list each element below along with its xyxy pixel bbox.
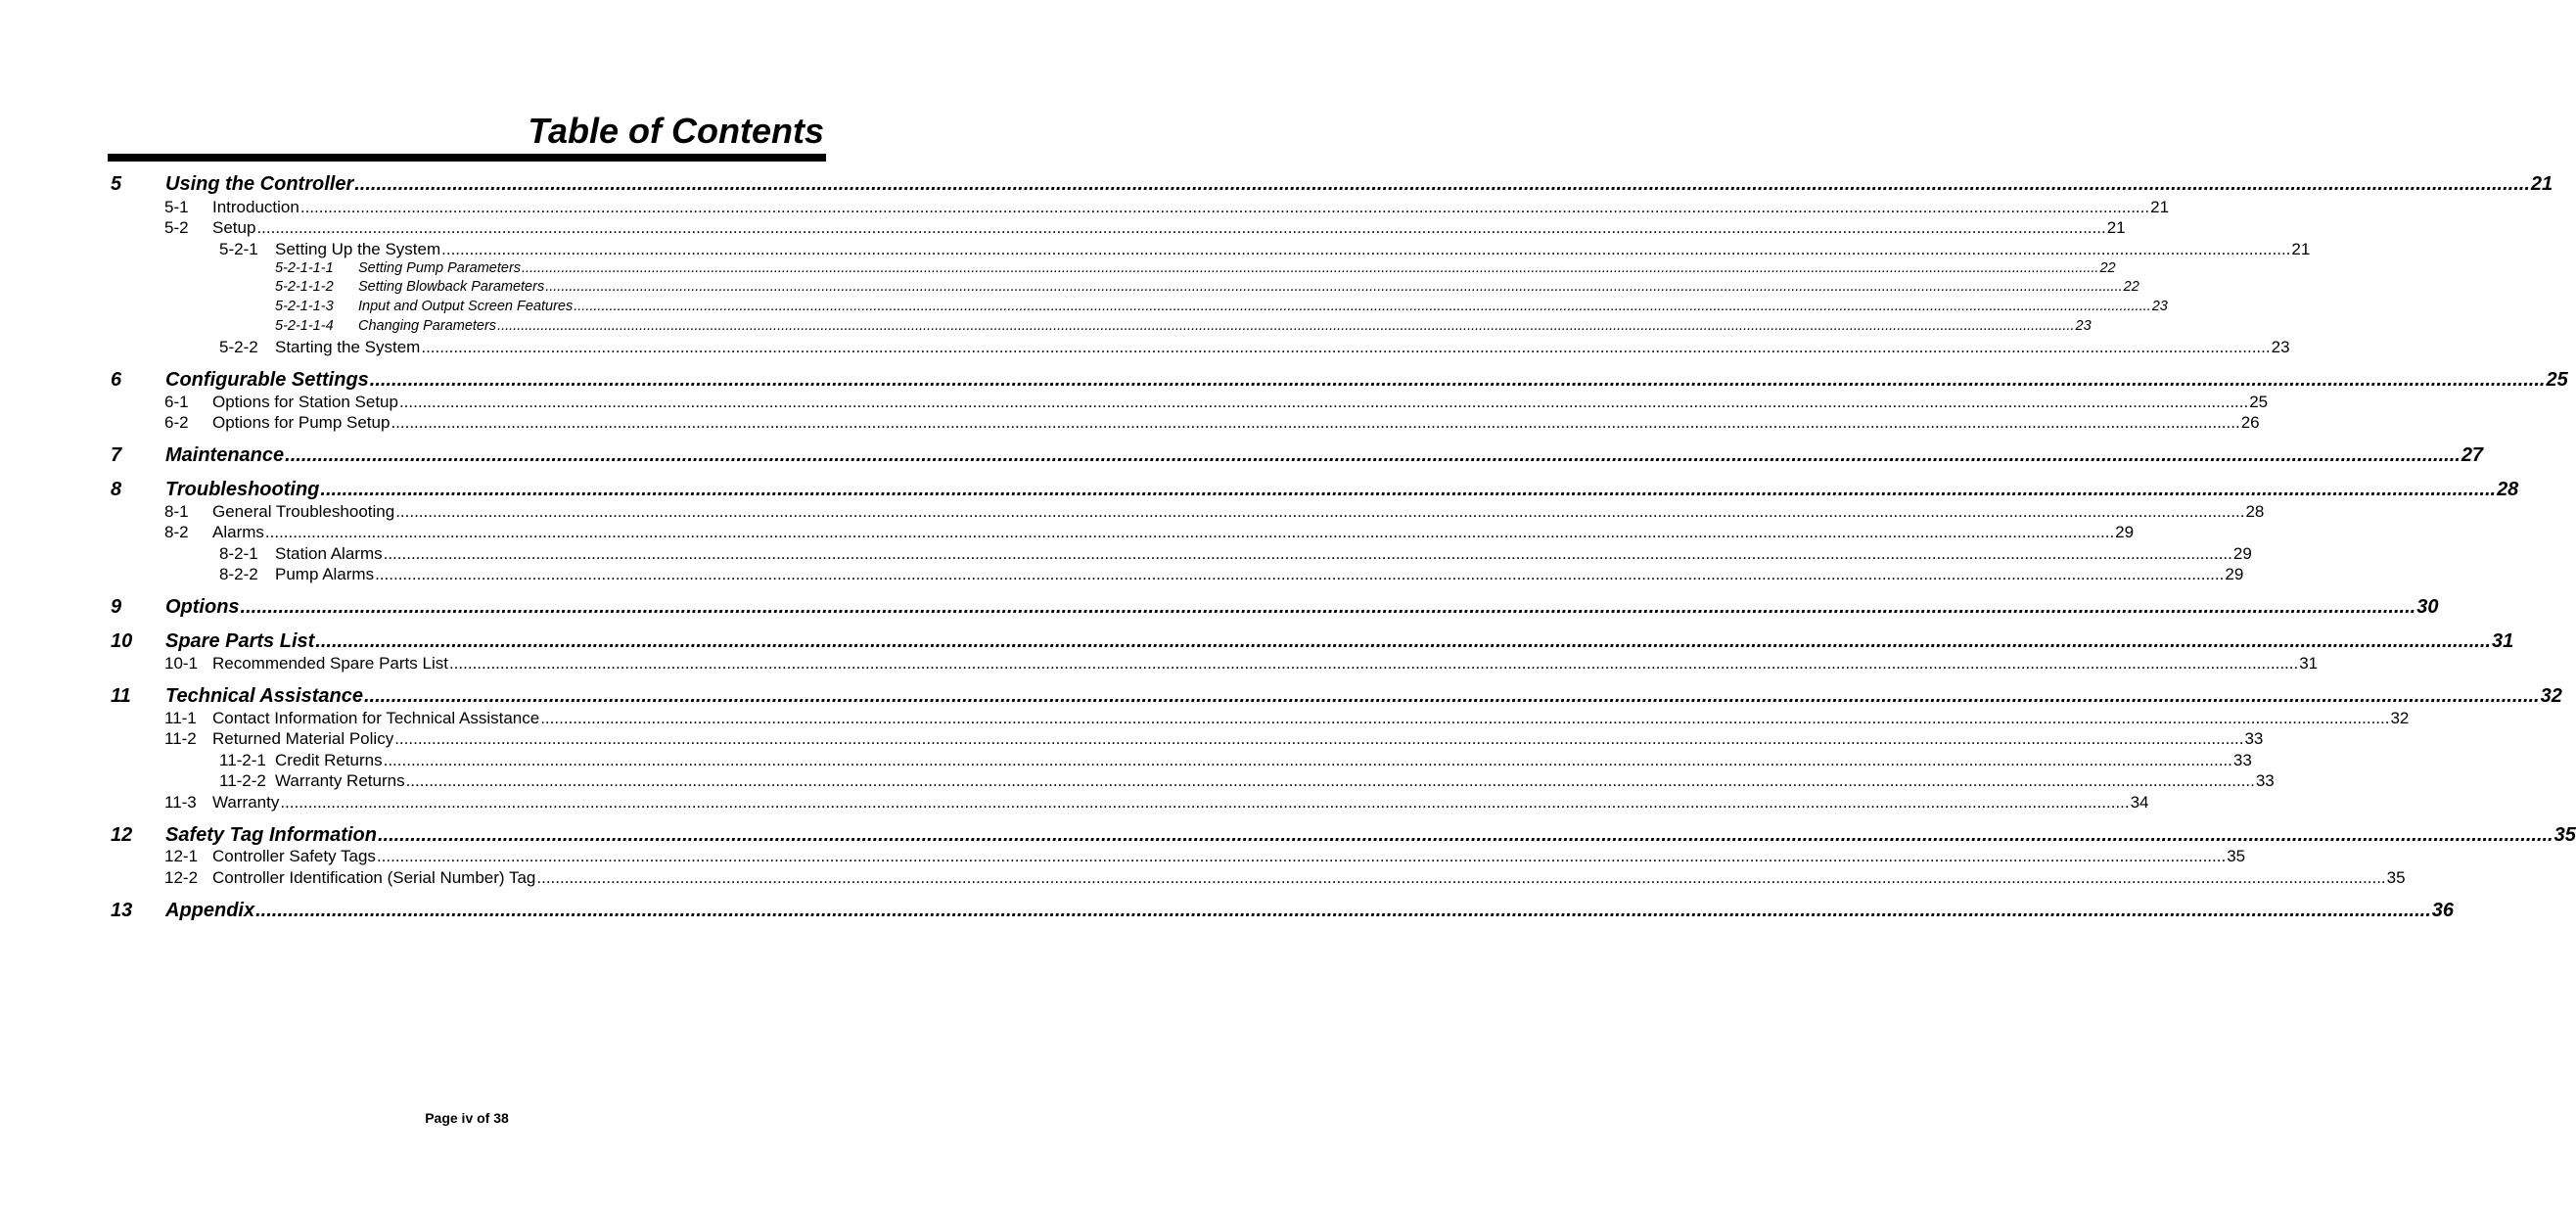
toc-entry-page: 31 [2491, 630, 2514, 652]
toc-entry[interactable] [275, 317, 2092, 336]
toc-entry-number: 12 [111, 824, 133, 846]
toc-entry-label: Setting Up the System [275, 240, 441, 258]
toc-entry[interactable] [275, 278, 2139, 297]
toc-entry-label: Pump Alarms [275, 565, 375, 583]
toc-entry-number: 11-2-1 [219, 751, 266, 769]
toc-entry-label: Options [165, 596, 240, 618]
toc-leader-dots: ................................................................................................................................................................................................................................................................................................................................................................................................................ [545, 279, 2123, 295]
toc-entry-page: 35 [2386, 868, 2406, 887]
toc-entry-page: 30 [2416, 596, 2439, 618]
toc-entry-number: 6-2 [164, 413, 189, 432]
toc-leader-dots: ................................................................................................................................................................................................................................................................................................................................................................................................................ [320, 479, 2497, 500]
toc-entry-page: 21 [2106, 218, 2126, 237]
toc-entry-label: Warranty Returns [275, 771, 405, 790]
toc-entry-number: 11-1 [164, 709, 197, 727]
toc-entry-number: 10-1 [164, 654, 199, 673]
toc-entry-page: 33 [2244, 729, 2264, 748]
toc-entry-label: Configurable Settings [165, 369, 369, 391]
toc-entry-number: 6 [111, 369, 122, 391]
toc-entry-label: Appendix [165, 900, 255, 921]
toc-entry-page: 35 [2553, 824, 2576, 846]
toc-entry-number: 11-2-2 [219, 771, 266, 790]
toc-entry-number: 6-1 [164, 393, 189, 411]
toc-entry-number: 11 [111, 685, 131, 707]
toc-leader-dots: ................................................................................................................................................................................................................................................................................................................................................................................................................ [264, 523, 2115, 541]
toc-entry-number: 5-2-1-1-1 [275, 260, 334, 276]
toc-entry-number: 5-2-2 [219, 338, 258, 356]
toc-entry[interactable] [164, 217, 2126, 238]
toc-leader-dots: ................................................................................................................................................................................................................................................................................................................................................................................................................ [299, 198, 2150, 216]
toc-leader-dots: ................................................................................................................................................................................................................................................................................................................................................................................................................ [256, 218, 2106, 237]
toc-leader-dots: ................................................................................................................................................................................................................................................................................................................................................................................................................ [448, 654, 2299, 673]
toc-entry-number: 10 [111, 630, 133, 652]
toc-entry-label: Technical Assistance [165, 685, 363, 707]
toc-entry[interactable] [111, 367, 2568, 393]
toc-entry[interactable] [164, 846, 2246, 866]
toc-entry-number: 5-2-1 [219, 240, 258, 258]
toc-leader-dots: ................................................................................................................................................................................................................................................................................................................................................................................................................ [280, 793, 2130, 812]
toc-entry-label: Contact Information for Technical Assistance [212, 709, 540, 727]
toc-entry-page: 21 [2150, 198, 2170, 216]
toc-entry-number: 8-2-2 [219, 565, 258, 583]
toc-entry-label: Safety Tag Information [165, 824, 377, 846]
toc-entry[interactable] [164, 792, 2149, 813]
toc-entry-number: 5-1 [164, 198, 189, 216]
toc-entry-label: Controller Safety Tags [212, 847, 376, 865]
toc-entry-number: 9 [111, 596, 122, 618]
toc-entry[interactable] [219, 770, 2275, 791]
toc-entry-page: 27 [2461, 444, 2484, 466]
toc-entry-label: Starting the System [275, 338, 421, 356]
toc-entry[interactable] [219, 239, 2311, 259]
toc-leader-dots: ................................................................................................................................................................................................................................................................................................................................................................................................................ [377, 824, 2553, 846]
toc-entry[interactable] [111, 477, 2519, 502]
toc-leader-dots: ................................................................................................................................................................................................................................................................................................................................................................................................................ [255, 900, 2431, 921]
toc-entry-page: 31 [2299, 654, 2319, 673]
toc-entry[interactable] [164, 197, 2170, 217]
toc-entry[interactable] [164, 501, 2265, 522]
toc-entry[interactable] [219, 564, 2244, 584]
toc-entry-page: 32 [2540, 685, 2562, 707]
toc-leader-dots: ................................................................................................................................................................................................................................................................................................................................................................................................................ [315, 630, 2491, 652]
toc-entry-label: General Troubleshooting [212, 502, 395, 521]
toc-entry-number: 11-2 [164, 729, 197, 748]
toc-leader-dots: ................................................................................................................................................................................................................................................................................................................................................................................................................ [441, 240, 2291, 258]
toc-entry-label: Recommended Spare Parts List [212, 654, 448, 673]
toc-entry-page: 29 [2115, 523, 2135, 541]
toc-entry-label: Setting Blowback Parameters [358, 279, 545, 295]
toc-leader-dots: ................................................................................................................................................................................................................................................................................................................................................................................................................ [574, 299, 2151, 314]
toc-leader-dots: ................................................................................................................................................................................................................................................................................................................................................................................................................ [383, 544, 2232, 563]
toc-entry-page: 25 [2249, 393, 2269, 411]
toc-leader-dots: ................................................................................................................................................................................................................................................................................................................................................................................................................ [354, 173, 2530, 195]
toc-entry[interactable] [164, 392, 2269, 412]
toc-entry-page: 29 [2232, 544, 2252, 563]
toc-entry[interactable] [164, 412, 2260, 433]
toc-entry-page: 33 [2232, 751, 2252, 769]
toc-entry-label: Alarms [212, 523, 264, 541]
toc-entry[interactable] [275, 259, 2116, 278]
toc-entry-label: Introduction [212, 198, 299, 216]
toc-entry-label: Maintenance [165, 444, 285, 466]
toc-leader-dots: ................................................................................................................................................................................................................................................................................................................................................................................................................ [383, 751, 2232, 769]
toc-entry-number: 5 [111, 173, 122, 195]
toc-entry-label: Controller Identification (Serial Number) Tag [212, 868, 536, 887]
toc-entry[interactable] [111, 594, 2439, 620]
toc-entry-number: 8 [111, 479, 122, 500]
toc-entry-label: Setup [212, 218, 256, 237]
toc-entry-label: Warranty [212, 793, 280, 812]
toc-entry-page: 32 [2390, 709, 2410, 727]
toc-entry-label: Station Alarms [275, 544, 383, 563]
toc-entry-page: 33 [2255, 771, 2275, 790]
toc-entry-label: Troubleshooting [165, 479, 320, 500]
toc-leader-dots: ................................................................................................................................................................................................................................................................................................................................................................................................................ [540, 709, 2390, 727]
toc-entry-page: 36 [2431, 900, 2455, 921]
toc-leader-dots: ................................................................................................................................................................................................................................................................................................................................................................................................................ [285, 444, 2461, 466]
toc-leader-dots: ................................................................................................................................................................................................................................................................................................................................................................................................................ [522, 260, 2099, 276]
toc-entry-page: 25 [2546, 369, 2568, 391]
toc-entry-page: 34 [2130, 793, 2149, 812]
toc-entry-number: 7 [111, 444, 122, 466]
toc-entry-label: Changing Parameters [358, 318, 497, 334]
toc-entry[interactable] [111, 628, 2514, 654]
toc-entry[interactable] [164, 867, 2406, 888]
page-title: Table of Contents [528, 111, 824, 151]
toc-entry-label: Setting Pump Parameters [358, 260, 522, 276]
toc-entry-label: Returned Material Policy [212, 729, 394, 748]
toc-leader-dots: ................................................................................................................................................................................................................................................................................................................................................................................................................ [240, 596, 2416, 618]
toc-entry-number: 5-2-1-1-3 [275, 299, 334, 314]
toc-entry-page: 26 [2240, 413, 2260, 432]
toc-entry[interactable] [219, 543, 2252, 564]
toc-entry[interactable] [219, 337, 2290, 357]
toc-leader-dots: ................................................................................................................................................................................................................................................................................................................................................................................................................ [536, 868, 2386, 887]
toc-entry[interactable] [219, 750, 2252, 770]
toc-leader-dots: ................................................................................................................................................................................................................................................................................................................................................................................................................ [363, 685, 2540, 707]
toc-entry-page: 29 [2225, 565, 2244, 583]
toc-entry[interactable] [164, 728, 2264, 749]
toc-entry-page: 35 [2227, 847, 2246, 865]
page-footer: Page iv of 38 [425, 1110, 509, 1126]
toc-entry-label: Credit Returns [275, 751, 383, 769]
toc-entry[interactable] [164, 522, 2135, 542]
toc-entry-page: 21 [2291, 240, 2311, 258]
toc-entry-number: 5-2-1-1-4 [275, 318, 334, 334]
toc-entry-page: 28 [2245, 502, 2265, 521]
toc-entry-number: 12-1 [164, 847, 199, 865]
toc-entry-number: 8-1 [164, 502, 189, 521]
toc-leader-dots: ................................................................................................................................................................................................................................................................................................................................................................................................................ [398, 393, 2249, 411]
toc-leader-dots: ................................................................................................................................................................................................................................................................................................................................................................................................................ [394, 729, 2244, 748]
toc-entry-page: 22 [2123, 279, 2139, 295]
toc-leader-dots: ................................................................................................................................................................................................................................................................................................................................................................................................................ [421, 338, 2271, 356]
toc-entry-page: 22 [2099, 260, 2116, 276]
toc-entry-number: 11-3 [164, 793, 197, 812]
toc-leader-dots: ................................................................................................................................................................................................................................................................................................................................................................................................................ [376, 847, 2227, 865]
toc-entry-label: Using the Controller [165, 173, 354, 195]
toc-entry[interactable] [164, 653, 2319, 674]
toc-entry[interactable] [275, 298, 2168, 316]
toc-entry[interactable] [111, 683, 2562, 709]
toc-entry-label: Input and Output Screen Features [358, 299, 574, 314]
toc-entry-number: 12-2 [164, 868, 199, 887]
toc-entry-number: 5-2-1-1-2 [275, 279, 334, 295]
toc-entry-label: Options for Pump Setup [212, 413, 391, 432]
toc-leader-dots: ................................................................................................................................................................................................................................................................................................................................................................................................................ [391, 413, 2240, 432]
toc-entry-page: 23 [2075, 318, 2092, 334]
toc-entry-number: 8-2-1 [219, 544, 258, 563]
toc-entry-number: 8-2 [164, 523, 189, 541]
toc-leader-dots: ................................................................................................................................................................................................................................................................................................................................................................................................................ [375, 565, 2225, 583]
toc-entry-page: 23 [2271, 338, 2290, 356]
toc-entry[interactable] [111, 822, 2576, 848]
toc-leader-dots: ................................................................................................................................................................................................................................................................................................................................................................................................................ [405, 771, 2255, 790]
toc-entry[interactable] [111, 171, 2553, 197]
toc-entry-label: Spare Parts List [165, 630, 315, 652]
toc-leader-dots: ................................................................................................................................................................................................................................................................................................................................................................................................................ [369, 369, 2546, 391]
toc-entry-label: Options for Station Setup [212, 393, 398, 411]
toc-entry-page: 28 [2497, 479, 2519, 500]
toc-entry-number: 5-2 [164, 218, 189, 237]
toc-leader-dots: ................................................................................................................................................................................................................................................................................................................................................................................................................ [395, 502, 2245, 521]
toc-entry-page: 23 [2151, 299, 2168, 314]
toc-entry[interactable] [111, 898, 2455, 923]
toc-entry-number: 13 [111, 900, 133, 921]
toc-entry[interactable] [111, 442, 2484, 468]
toc-entry[interactable] [164, 708, 2410, 728]
toc-entry-page: 21 [2530, 173, 2553, 195]
toc-leader-dots: ................................................................................................................................................................................................................................................................................................................................................................................................................ [497, 318, 2075, 334]
